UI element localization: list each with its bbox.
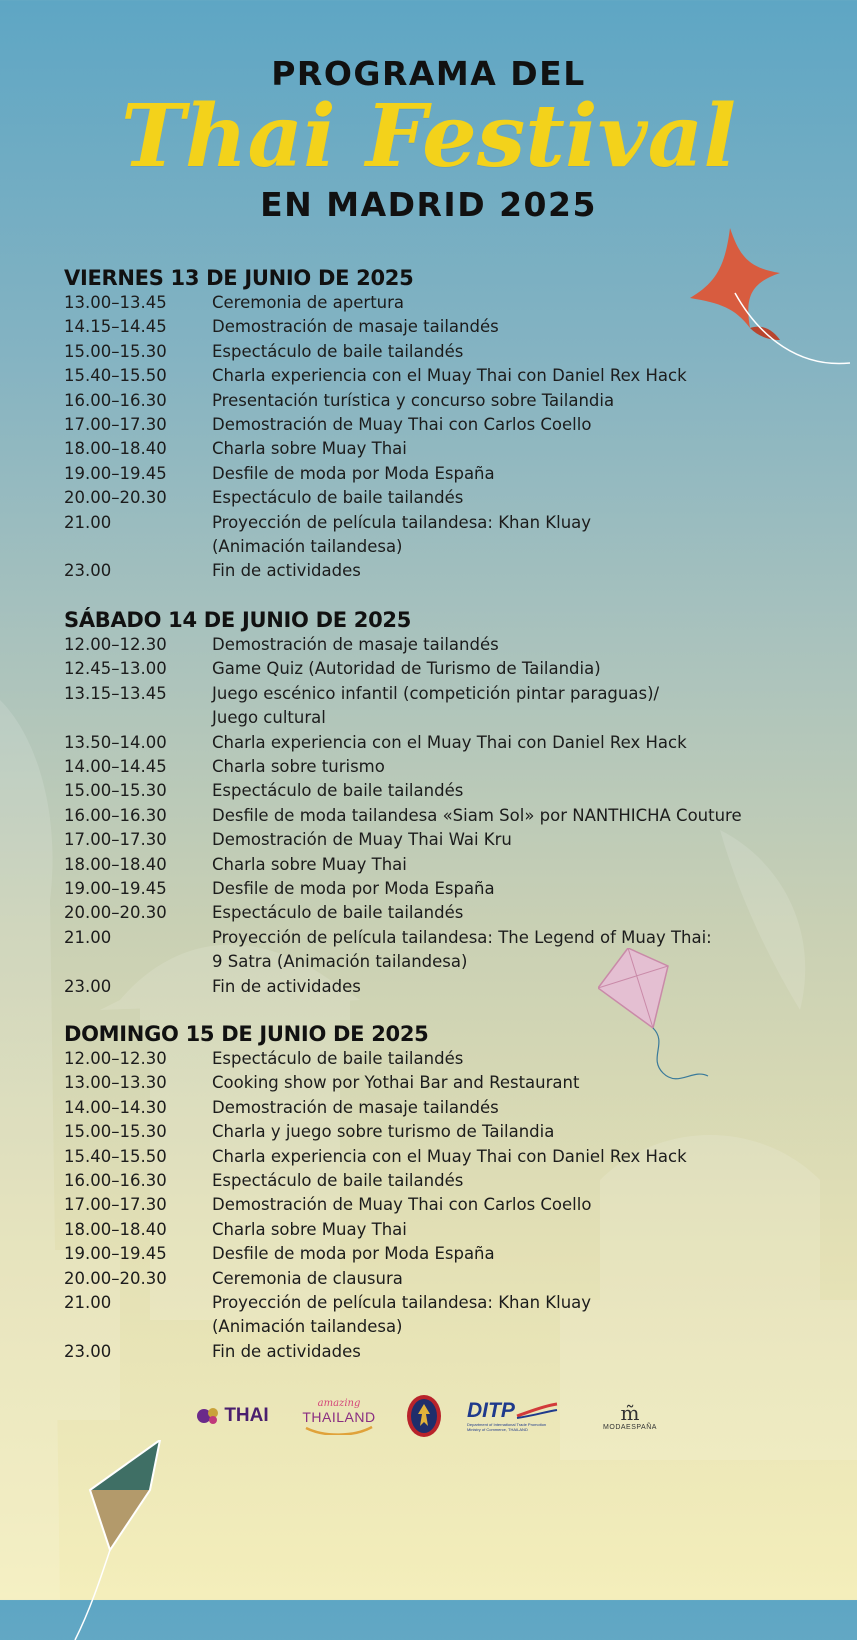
event-text: Demostración de masaje tailandés bbox=[212, 1097, 499, 1117]
thai-airways-label: THAI bbox=[224, 1405, 269, 1426]
event-row bbox=[64, 828, 824, 852]
event-text: Charla sobre Muay Thai bbox=[212, 854, 407, 874]
event-text: Demostración de Muay Thai con Carlos Coello bbox=[212, 1195, 592, 1215]
event-row bbox=[64, 462, 824, 486]
event-row bbox=[64, 340, 824, 364]
thai-airways-orchid-icon bbox=[196, 1405, 222, 1427]
event-row bbox=[64, 1267, 824, 1291]
event-time: 18.00–18.40 bbox=[64, 1219, 167, 1239]
event-time: 23.00 bbox=[64, 561, 112, 581]
event-row bbox=[64, 486, 824, 510]
event-text: Demostración de Muay Thai Wai Kru bbox=[212, 830, 512, 850]
event-time bbox=[64, 950, 212, 974]
event-time: 23.00 bbox=[64, 976, 112, 996]
event-row bbox=[64, 926, 824, 950]
event-row bbox=[64, 1169, 824, 1193]
event-row bbox=[64, 413, 824, 437]
event-time: 15.40–15.50 bbox=[64, 366, 167, 386]
event-time: 16.00–16.30 bbox=[64, 390, 167, 410]
event-time: 13.50–14.00 bbox=[64, 732, 167, 752]
event-text: Charla experiencia con el Muay Thai con Daniel Rex Hack bbox=[212, 732, 687, 752]
event-time: 18.00–18.40 bbox=[64, 439, 167, 459]
event-row bbox=[64, 779, 824, 803]
event-row bbox=[64, 535, 824, 559]
event-list bbox=[64, 633, 824, 999]
event-time: 19.00–19.45 bbox=[64, 463, 167, 483]
event-text: Proyección de película tailandesa: Khan Kluay bbox=[212, 1293, 592, 1313]
event-time: 20.00–20.30 bbox=[64, 903, 167, 923]
event-row bbox=[64, 853, 824, 877]
event-text: Juego escénico infantil (competición pintar paraguas)/ bbox=[212, 683, 660, 703]
event-time: 13.00–13.30 bbox=[64, 1073, 167, 1093]
event-row bbox=[64, 1242, 824, 1266]
festival-title: Thai Festival bbox=[120, 86, 737, 187]
event-time: 17.00–17.30 bbox=[64, 1195, 167, 1215]
event-time: 15.40–15.50 bbox=[64, 1146, 167, 1166]
event-time: 15.00–15.30 bbox=[64, 341, 167, 361]
event-row bbox=[64, 437, 824, 461]
event-text: (Animación tailandesa) bbox=[212, 1317, 403, 1337]
event-text: Espectáculo de baile tailandés bbox=[212, 488, 464, 508]
day-schedule-sunday bbox=[64, 1021, 824, 1364]
ditp-wave-icon bbox=[515, 1402, 559, 1420]
event-row bbox=[64, 1071, 824, 1095]
event-text: Proyección de película tailandesa: Khan Kluay bbox=[212, 512, 592, 532]
event-text: Espectáculo de baile tailandés bbox=[212, 1049, 464, 1068]
sponsor-logos bbox=[185, 1392, 675, 1442]
event-text: Proyección de película tailandesa: The Legend of Muay Thai: bbox=[212, 927, 712, 947]
event-text: 9 Satra (Animación tailandesa) bbox=[212, 952, 468, 972]
ditp-logo bbox=[467, 1392, 572, 1440]
event-time: 20.00–20.30 bbox=[64, 1268, 167, 1288]
event-list bbox=[64, 1047, 824, 1364]
day-heading: VIERNES 13 DE JUNIO DE 2025 bbox=[64, 266, 414, 290]
event-time: 21.00 bbox=[64, 1293, 112, 1313]
day-heading: DOMINGO 15 DE JUNIO DE 2025 bbox=[64, 1022, 429, 1046]
event-time: 16.00–16.30 bbox=[64, 805, 167, 825]
event-time: 17.00–17.30 bbox=[64, 415, 167, 435]
event-text: Desfile de moda por Moda España bbox=[212, 1244, 495, 1264]
event-text: Ceremonia de clausura bbox=[212, 1268, 403, 1288]
event-row bbox=[64, 1315, 824, 1339]
event-row bbox=[64, 877, 824, 901]
day-schedule-saturday bbox=[64, 607, 824, 999]
event-text: Presentación turística y concurso sobre Tailandia bbox=[212, 390, 615, 410]
event-text: Espectáculo de baile tailandés bbox=[212, 903, 464, 923]
event-text: Espectáculo de baile tailandés bbox=[212, 781, 464, 801]
event-row bbox=[64, 559, 824, 583]
event-text: Fin de actividades bbox=[212, 976, 361, 996]
event-text: Charla experiencia con el Muay Thai con Daniel Rex Hack bbox=[212, 1146, 687, 1166]
event-row bbox=[64, 1096, 824, 1120]
modaespana-mark: m̃ bbox=[620, 1400, 640, 1425]
event-row bbox=[64, 1193, 824, 1217]
garuda-emblem-icon bbox=[406, 1394, 442, 1438]
event-text: Cooking show por Yothai Bar and Restaurant bbox=[212, 1073, 580, 1093]
event-row bbox=[64, 1120, 824, 1144]
ditp-label: DITP bbox=[467, 1399, 515, 1422]
event-time bbox=[64, 706, 212, 730]
event-row bbox=[64, 1291, 824, 1315]
event-time: 17.00–17.30 bbox=[64, 830, 167, 850]
event-time: 20.00–20.30 bbox=[64, 488, 167, 508]
event-text: Demostración de masaje tailandés bbox=[212, 635, 499, 654]
event-time: 23.00 bbox=[64, 1341, 112, 1361]
event-row bbox=[64, 291, 824, 315]
event-row bbox=[64, 633, 824, 657]
event-text: Fin de actividades bbox=[212, 561, 361, 581]
event-row bbox=[64, 364, 824, 388]
amazing-thailand-logo bbox=[297, 1392, 381, 1440]
event-row bbox=[64, 1218, 824, 1242]
event-text: Desfile de moda por Moda España bbox=[212, 463, 495, 483]
event-text: Desfile de moda tailandesa «Siam Sol» por NANTHICHA Couture bbox=[212, 805, 742, 825]
event-text: Ceremonia de apertura bbox=[212, 293, 405, 312]
event-time: 21.00 bbox=[64, 927, 112, 947]
day-heading: SÁBADO 14 DE JUNIO DE 2025 bbox=[64, 608, 412, 632]
event-time bbox=[64, 535, 212, 559]
event-row bbox=[64, 1340, 824, 1364]
event-text: Desfile de moda por Moda España bbox=[212, 879, 495, 899]
event-time: 13.15–13.45 bbox=[64, 683, 167, 703]
event-time: 12.00–12.30 bbox=[64, 635, 167, 654]
event-row bbox=[64, 706, 824, 730]
event-row bbox=[64, 1047, 824, 1071]
event-row bbox=[64, 315, 824, 339]
event-list bbox=[64, 291, 824, 584]
event-text: Charla sobre turismo bbox=[212, 757, 385, 777]
amazing-thailand-label: THAILAND bbox=[302, 1408, 376, 1425]
header bbox=[0, 54, 857, 224]
event-time: 14.15–14.45 bbox=[64, 317, 167, 337]
event-row bbox=[64, 1145, 824, 1169]
event-time: 21.00 bbox=[64, 512, 112, 532]
event-row bbox=[64, 657, 824, 681]
thai-airways-logo bbox=[185, 1392, 280, 1440]
event-time: 16.00–16.30 bbox=[64, 1171, 167, 1191]
event-row bbox=[64, 511, 824, 535]
event-time: 13.00–13.45 bbox=[64, 293, 167, 312]
event-time: 12.00–12.30 bbox=[64, 1049, 167, 1068]
day-schedule-friday bbox=[64, 265, 824, 584]
post-title: EN MADRID 2025 bbox=[260, 185, 597, 224]
event-row bbox=[64, 950, 824, 974]
modaespana-label: MODAESPAÑA bbox=[603, 1423, 657, 1431]
event-time: 18.00–18.40 bbox=[64, 854, 167, 874]
event-row bbox=[64, 755, 824, 779]
event-time: 19.00–19.45 bbox=[64, 879, 167, 899]
event-text: Charla sobre Muay Thai bbox=[212, 1219, 407, 1239]
ditp-sub-label-2: Ministry of Commerce, THAILAND bbox=[467, 1427, 528, 1432]
event-text: Juego cultural bbox=[212, 708, 326, 728]
event-text: Charla y juego sobre turismo de Tailandia bbox=[212, 1122, 555, 1142]
event-time: 15.00–15.30 bbox=[64, 1122, 167, 1142]
event-time: 19.00–19.45 bbox=[64, 1244, 167, 1264]
event-text: Game Quiz (Autoridad de Turismo de Tailandia) bbox=[212, 659, 601, 679]
event-text: Charla sobre Muay Thai bbox=[212, 439, 407, 459]
event-time: 14.00–14.30 bbox=[64, 1097, 167, 1117]
modaespana-logo bbox=[595, 1392, 665, 1440]
event-row bbox=[64, 682, 824, 706]
amazing-small-label: amazing bbox=[317, 1397, 361, 1409]
event-text: Demostración de masaje tailandés bbox=[212, 317, 499, 337]
pre-title: PROGRAMA DEL bbox=[271, 54, 586, 93]
government-emblem-logo bbox=[405, 1392, 443, 1440]
event-time: 12.45–13.00 bbox=[64, 659, 167, 679]
event-text: Espectáculo de baile tailandés bbox=[212, 1171, 464, 1191]
event-text: Charla experiencia con el Muay Thai con Daniel Rex Hack bbox=[212, 366, 687, 386]
event-text: Espectáculo de baile tailandés bbox=[212, 341, 464, 361]
swoosh-icon bbox=[304, 1425, 374, 1435]
event-text: (Animación tailandesa) bbox=[212, 537, 403, 557]
event-time: 14.00–14.45 bbox=[64, 757, 167, 777]
event-time: 15.00–15.30 bbox=[64, 781, 167, 801]
event-row bbox=[64, 901, 824, 925]
event-time bbox=[64, 1315, 212, 1339]
event-row bbox=[64, 731, 824, 755]
ditp-sub-label: Department of International Trade Promotion bbox=[467, 1422, 547, 1427]
event-row bbox=[64, 389, 824, 413]
event-row bbox=[64, 975, 824, 999]
event-text: Fin de actividades bbox=[212, 1341, 361, 1361]
event-row bbox=[64, 804, 824, 828]
event-text: Demostración de Muay Thai con Carlos Coello bbox=[212, 415, 592, 435]
green-kite-icon bbox=[70, 1440, 180, 1640]
